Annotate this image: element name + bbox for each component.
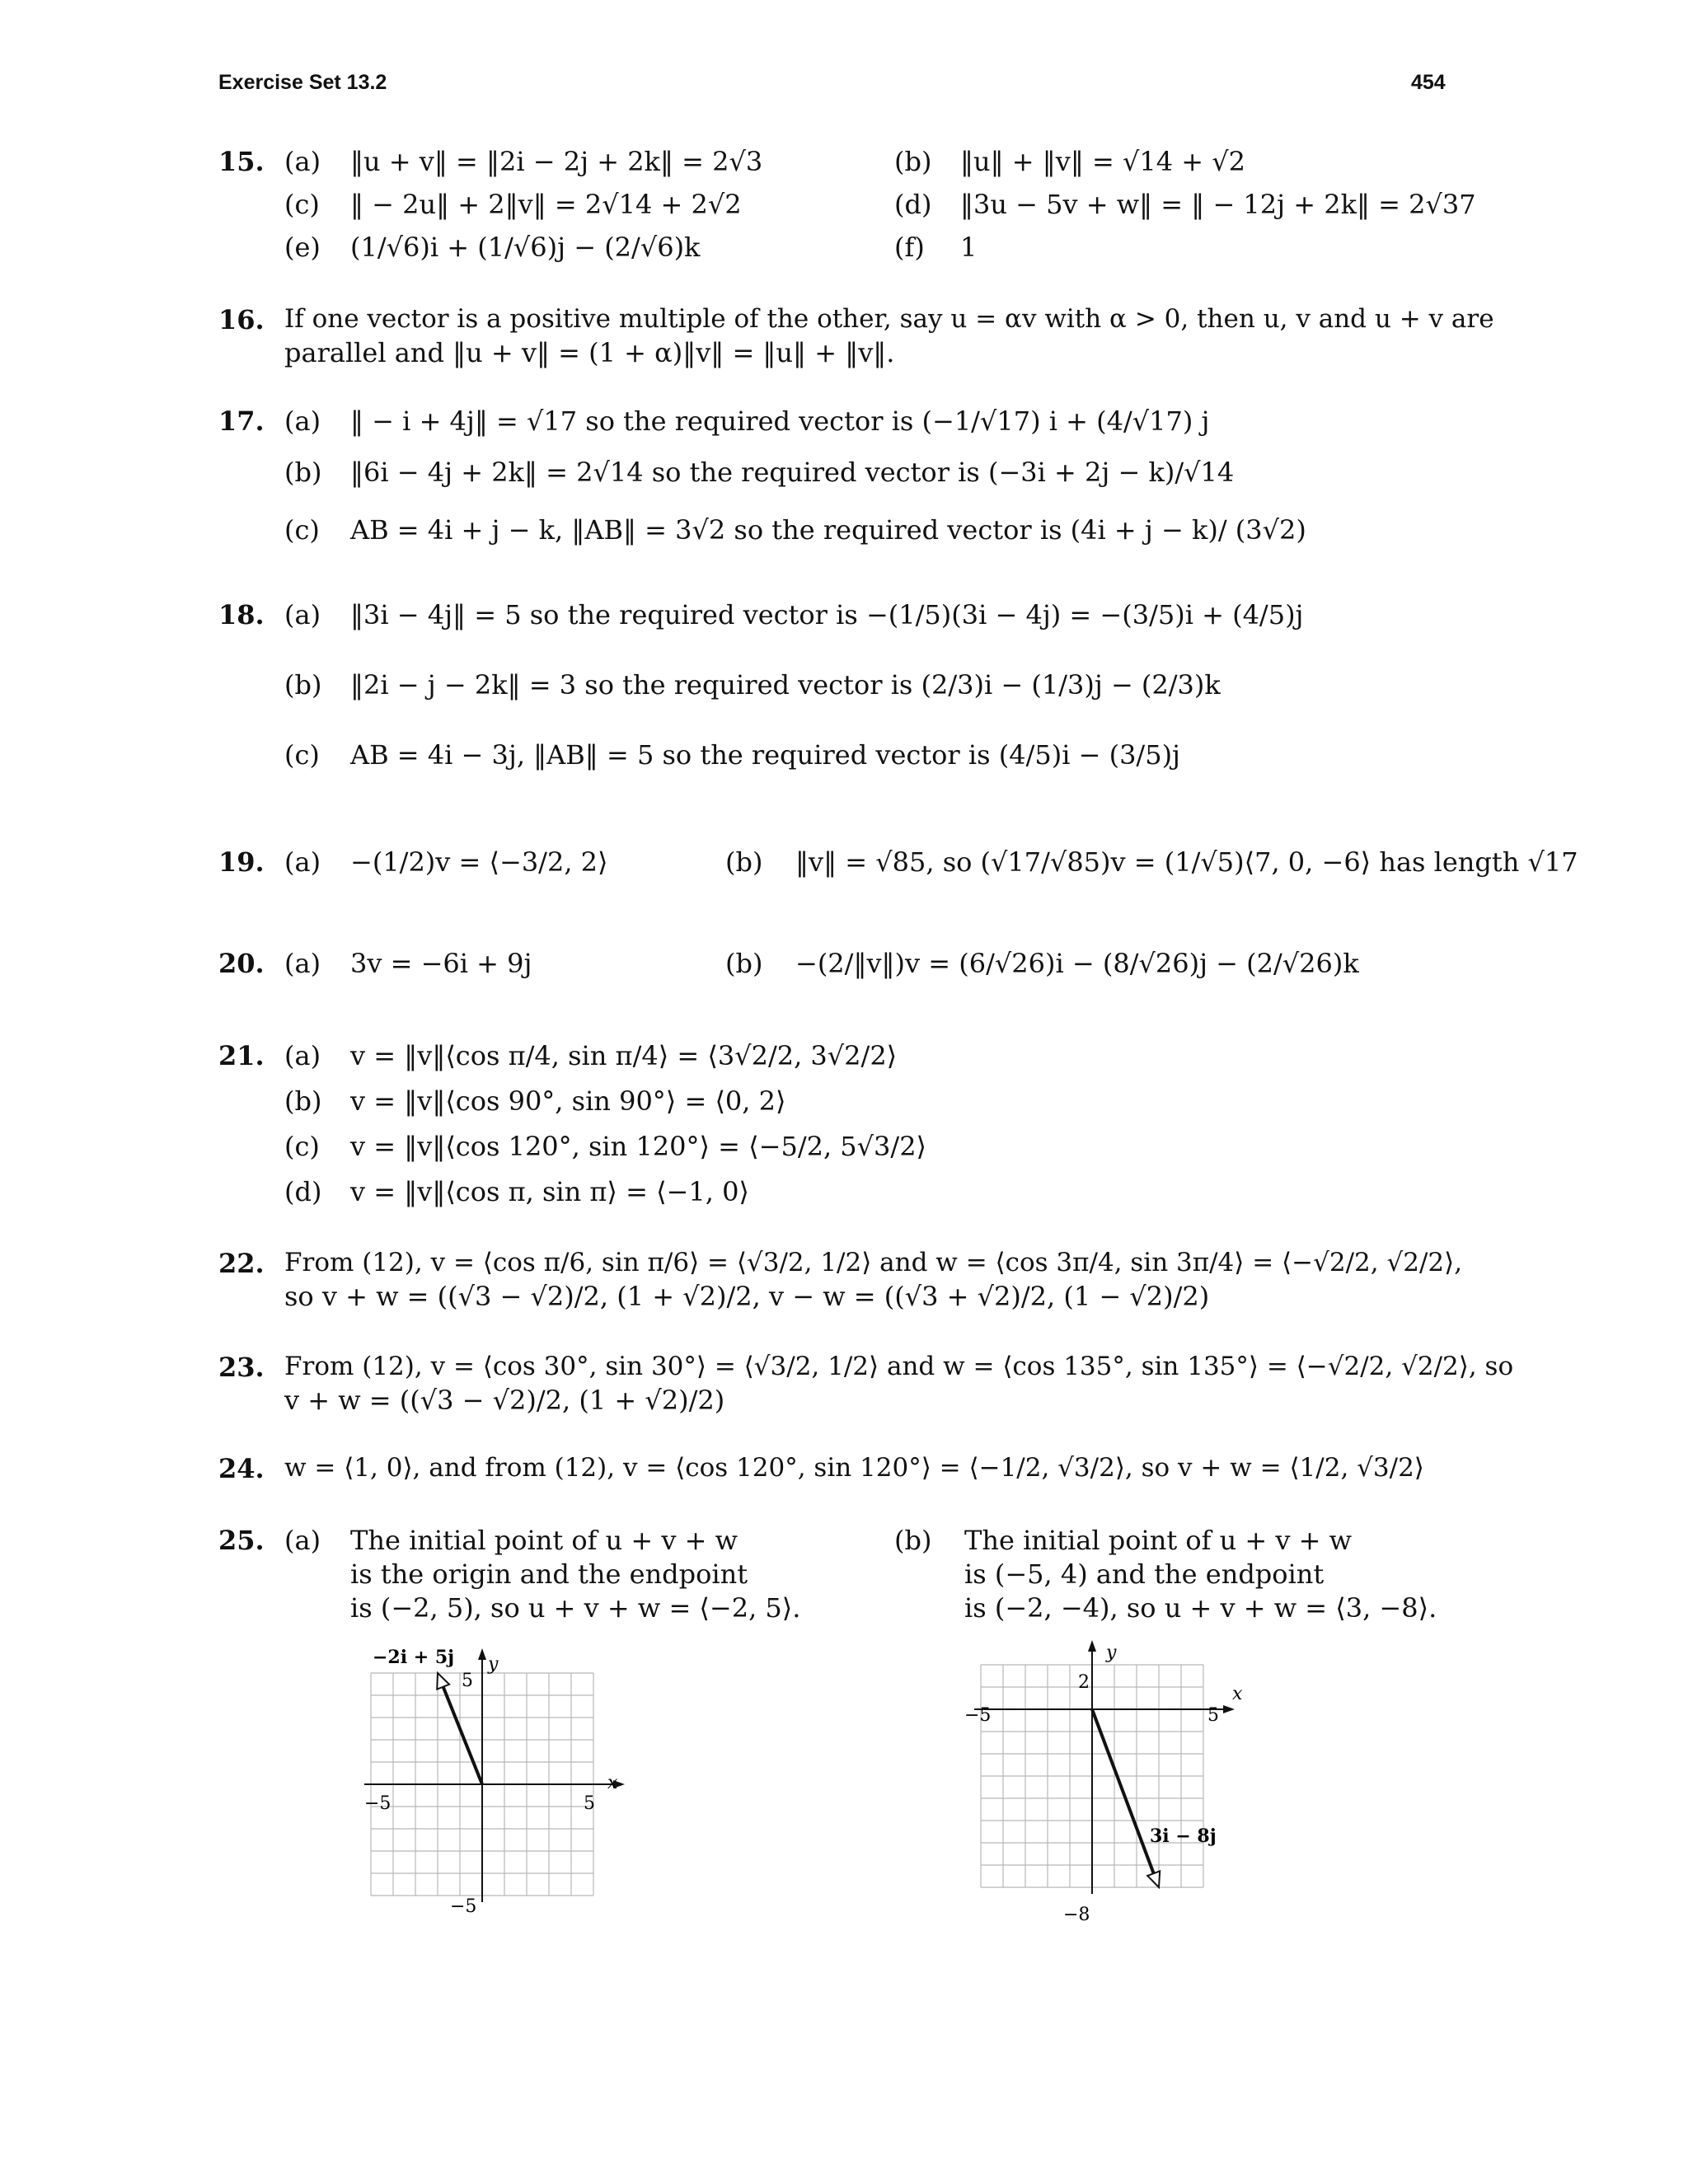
part-label: (b) — [894, 146, 932, 177]
part-label: (f) — [894, 232, 925, 263]
answer-text: ‖u‖ + ‖v‖ = √14 + √2 — [960, 146, 1246, 177]
axes — [364, 1648, 625, 1902]
y-max-label: 5 — [462, 1671, 473, 1691]
problem-number: 25. — [218, 1525, 265, 1556]
answer-text: ‖3u − 5v + w‖ = ‖ − 12j + 2k‖ = 2√37 — [960, 189, 1476, 220]
section-title: Exercise Set 13.2 — [218, 71, 387, 94]
vector-arrowhead — [437, 1673, 449, 1690]
answer-text: (1/√6)i + (1/√6)j − (2/√6)k — [350, 232, 701, 263]
axes — [974, 1640, 1235, 1894]
answer-text: −(1/2)v = ⟨−3/2, 2⟩ — [350, 846, 608, 878]
answer-text: 3v = −6i + 9j — [350, 948, 532, 979]
problem-number: 23. — [218, 1352, 265, 1383]
x-min-label: −5 — [364, 1793, 392, 1814]
part-label: (a) — [284, 599, 321, 630]
answer-text: v = ‖v‖⟨cos π, sin π⟩ = ⟨−1, 0⟩ — [350, 1176, 749, 1207]
vector-arrowhead — [1147, 1871, 1160, 1887]
part-label: (c) — [284, 514, 320, 546]
vector-label: 3i − 8j — [1150, 1825, 1217, 1847]
answer-text: ‖ − i + 4j‖ = √17 so the required vector is (−1/√17) i + (4/√17) j — [350, 405, 1210, 437]
x-axis-label: x — [607, 1773, 618, 1793]
problem-number: 20. — [218, 948, 265, 979]
problem-number: 15. — [218, 146, 265, 177]
problem-number: 19. — [218, 846, 265, 878]
answer-text: parallel and ‖u + v‖ = (1 + α)‖v‖ = ‖u‖ + ‖v‖. — [284, 337, 895, 368]
part-label: (a) — [284, 1040, 321, 1071]
answer-text: If one vector is a positive multiple of the other, say u = αv with α > 0, then u, v and u + v are — [284, 304, 1494, 334]
part-label: (b) — [894, 1525, 932, 1556]
x-axis-label: x — [1232, 1684, 1243, 1704]
part-label: (b) — [725, 948, 763, 979]
answer-text: v = ‖v‖⟨cos 90°, sin 90°⟩ = ⟨0, 2⟩ — [350, 1085, 786, 1117]
answer-text: is (−5, 4) and the endpoint — [964, 1558, 1325, 1590]
part-label: (c) — [284, 739, 320, 771]
answer-text: ‖v‖ = √85, so (√17/√85)v = (1/√5)⟨7, 0, −6⟩ has length √17 — [795, 846, 1578, 878]
problem-number: 21. — [218, 1040, 265, 1071]
part-label: (a) — [284, 1525, 321, 1556]
answer-text: ‖u + v‖ = ‖2i − 2j + 2k‖ = 2√3 — [350, 146, 763, 177]
answer-text: ‖2i − j − 2k‖ = 3 so the required vector is (2/3)i − (1/3)j − (2/3)k — [350, 669, 1221, 701]
answer-text: AB = 4i + j − k, ‖AB‖ = 3√2 so the required vector is (4i + j − k)/ (3√2) — [350, 514, 1306, 546]
vector-shaft — [443, 1687, 482, 1784]
answer-text: From (12), v = ⟨cos π/6, sin π/6⟩ = ⟨√3/2, 1/2⟩ and w = ⟨cos 3π/4, sin 3π/4⟩ = ⟨−√2/2, √2/2⟩, — [284, 1248, 1463, 1277]
answer-text: is the origin and the endpoint — [350, 1558, 748, 1590]
part-label: (a) — [284, 405, 321, 437]
answer-text: ‖ − 2u‖ + 2‖v‖ = 2√14 + 2√2 — [350, 189, 742, 220]
answer-text: w = ⟨1, 0⟩, and from (12), v = ⟨cos 120°, sin 120°⟩ = ⟨−1/2, √3/2⟩, so v + w = ⟨1/2, √3/2⟩ — [284, 1453, 1424, 1483]
part-label: (b) — [284, 1085, 322, 1117]
y-axis-label: y — [488, 1654, 499, 1675]
y-max-label: 2 — [1078, 1672, 1090, 1693]
page-number: 454 — [1411, 71, 1446, 94]
part-label: (c) — [284, 189, 320, 220]
problem-number: 22. — [218, 1248, 265, 1279]
part-label: (a) — [284, 146, 321, 177]
answer-text: The initial point of u + v + w — [964, 1525, 1353, 1556]
part-label: (b) — [284, 669, 322, 701]
answer-text: ‖3i − 4j‖ = 5 so the required vector is −(1/5)(3i − 4j) = −(3/5)i + (4/5)j — [350, 599, 1304, 630]
graph-a — [330, 1640, 659, 1929]
part-label: (a) — [284, 846, 321, 878]
answer-text: so v + w = ((√3 − √2)/2, (1 + √2)/2, v − w = ((√3 + √2)/2, (1 − √2)/2) — [284, 1281, 1210, 1312]
answer-text: ‖6i − 4j + 2k‖ = 2√14 so the required vector is (−3i + 2j − k)/√14 — [350, 457, 1235, 488]
answer-text: is (−2, −4), so u + v + w = ⟨3, −8⟩. — [964, 1592, 1437, 1624]
graph-b — [948, 1640, 1278, 1929]
answer-text: The initial point of u + v + w — [350, 1525, 738, 1556]
problem-number: 24. — [218, 1453, 265, 1484]
y-min-label: −8 — [1063, 1905, 1090, 1925]
y-axis-arrow — [1088, 1640, 1096, 1652]
answer-text: v = ‖v‖⟨cos π/4, sin π/4⟩ = ⟨3√2/2, 3√2/2⟩ — [350, 1040, 898, 1071]
problem-number: 17. — [218, 405, 265, 437]
vector-shaft — [1092, 1709, 1154, 1873]
x-axis-arrow — [1223, 1705, 1235, 1713]
answer-text: From (12), v = ⟨cos 30°, sin 30°⟩ = ⟨√3/2, 1/2⟩ and w = ⟨cos 135°, sin 135°⟩ = ⟨−√2/2, √2/2⟩, so — [284, 1352, 1514, 1381]
y-axis-arrow — [478, 1648, 486, 1660]
answer-text: is (−2, 5), so u + v + w = ⟨−2, 5⟩. — [350, 1592, 801, 1624]
y-min-label: −5 — [450, 1896, 477, 1917]
part-label: (b) — [284, 457, 322, 488]
part-label: (d) — [894, 189, 932, 220]
part-label: (b) — [725, 846, 763, 878]
answer-text: v + w = ((√3 − √2)/2, (1 + √2)/2) — [284, 1385, 725, 1416]
answer-text: 1 — [960, 232, 978, 263]
answer-text: AB = 4i − 3j, ‖AB‖ = 5 so the required vector is (4/5)i − (3/5)j — [350, 739, 1180, 771]
x-max-label: 5 — [584, 1793, 595, 1814]
part-label: (e) — [284, 232, 321, 263]
answer-text: −(2/‖v‖)v = (6/√26)i − (8/√26)j − (2/√26)k — [795, 948, 1359, 979]
x-min-label: −5 — [964, 1705, 992, 1726]
problem-number: 16. — [218, 304, 265, 335]
part-label: (a) — [284, 948, 321, 979]
problem-number: 18. — [218, 599, 265, 630]
part-label: (c) — [284, 1131, 320, 1162]
vector-label: −2i + 5j — [373, 1647, 455, 1668]
answer-text: v = ‖v‖⟨cos 120°, sin 120°⟩ = ⟨−5/2, 5√3/2⟩ — [350, 1131, 927, 1162]
x-max-label: 5 — [1207, 1705, 1219, 1726]
y-axis-label: y — [1106, 1643, 1117, 1663]
part-label: (d) — [284, 1176, 322, 1207]
